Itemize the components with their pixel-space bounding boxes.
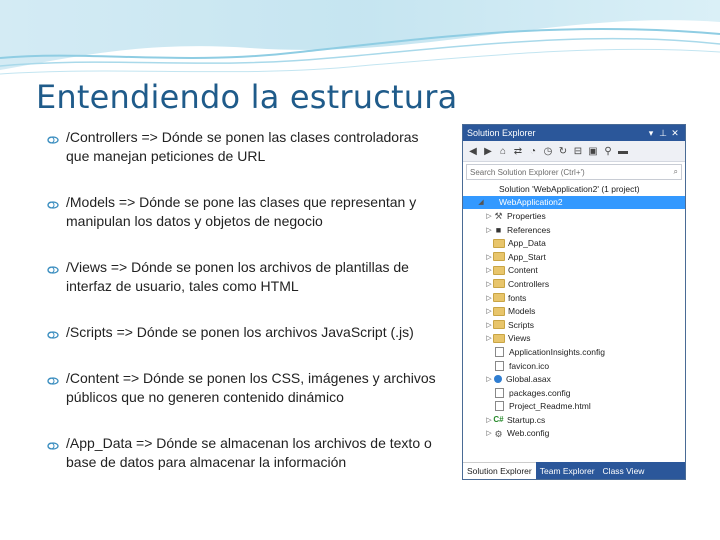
pin-icon[interactable]: ⊥ [659, 127, 667, 138]
explorer-tabs [463, 462, 685, 479]
project-icon [485, 198, 496, 207]
expander-icon[interactable]: ▷ [486, 376, 492, 384]
cs-icon: C# [493, 415, 504, 425]
tree-item[interactable] [463, 427, 685, 441]
expander-icon[interactable]: ▷ [486, 294, 492, 302]
tree-item[interactable] [463, 304, 685, 318]
tree-item-label: Properties [507, 210, 546, 221]
history-icon[interactable]: ◷ [543, 145, 553, 157]
file-icon [495, 361, 504, 371]
preview-icon[interactable]: ▬ [618, 145, 628, 157]
bullet-text: /Views => Dónde se ponen los archivos de plantillas de interfaz de usuario, tales como HTML [66, 259, 409, 294]
tree-item[interactable] [463, 182, 685, 196]
search-placeholder: Search Solution Explorer (Ctrl+') [470, 167, 585, 177]
tree-item[interactable] [463, 372, 685, 386]
bullet-text: /Controllers => Dónde se ponen las clases controladoras que manejan peticiones de URL [66, 129, 419, 164]
tree-item-label: Models [508, 306, 536, 317]
tree-item-label: Views [508, 333, 531, 344]
tree-item[interactable] [463, 318, 685, 332]
tree-item[interactable] [463, 277, 685, 291]
solution-explorer-titlebar [463, 125, 685, 141]
file-icon [495, 347, 504, 357]
tree-item-label: Global.asax [506, 374, 551, 385]
wrench-icon: ⚒ [494, 211, 503, 222]
panel-title: Solution Explorer [467, 128, 536, 138]
tree-item-label: Project_Readme.html [509, 401, 591, 412]
folder-icon [493, 279, 505, 288]
sync-icon[interactable]: ⇄ [513, 145, 523, 157]
bullet-icon [46, 196, 60, 215]
tree-item[interactable] [463, 386, 685, 400]
tree-item[interactable] [463, 250, 685, 264]
bullet-text: /Models => Dónde se pone las clases que representan y manipulan los datos y objetos de negocio [66, 194, 417, 229]
tree-item-label: Scripts [508, 319, 534, 330]
tree-item[interactable] [463, 223, 685, 237]
tab-label: Solution Explorer [467, 466, 532, 476]
tab-strip-filler [648, 462, 685, 479]
collapse-all-icon[interactable]: ⊟ [573, 145, 583, 157]
close-icon[interactable]: ✕ [671, 127, 679, 138]
home-icon[interactable]: ⌂ [499, 145, 507, 157]
tree-item-label: App_Data [508, 238, 546, 249]
bullet-icon [46, 437, 60, 456]
expander-icon[interactable]: ▷ [486, 253, 492, 261]
file-icon [495, 401, 504, 411]
tree-item[interactable] [463, 196, 685, 210]
bullet-item [44, 369, 439, 407]
tree-item-label: Content [508, 265, 538, 276]
bullet-text: /Scripts => Dónde se ponen los archivos JavaScript (.js) [66, 324, 414, 340]
tree-item-label: Controllers [508, 278, 550, 289]
tab-team-explorer[interactable] [536, 462, 599, 479]
expander-icon[interactable]: ▷ [486, 280, 492, 288]
bullet-list [44, 128, 439, 499]
expander-icon[interactable]: ▷ [486, 430, 492, 438]
tree-item-label: Startup.cs [507, 414, 546, 425]
search-icon: ⌕ [673, 167, 678, 176]
folder-icon [493, 334, 505, 343]
folder-icon [493, 293, 505, 302]
bullet-text: /App_Data => Dónde se almacenan los archivos de texto o base de datos para almacenar la información [66, 435, 432, 470]
expander-icon[interactable]: ◢ [478, 199, 484, 207]
expander-icon[interactable]: ▷ [486, 226, 492, 234]
properties-icon[interactable]: ⚲ [604, 145, 612, 157]
tree-item[interactable] [463, 209, 685, 223]
explorer-toolbar [463, 141, 685, 162]
bullet-text: /Content => Dónde se ponen los CSS, imágenes y archivos públicos que no generen contenido dinámico [66, 370, 436, 405]
refs-icon: ■ [495, 225, 502, 236]
file-icon [495, 388, 504, 398]
dropdown-icon[interactable]: ▾ [648, 127, 654, 138]
pending-changes-icon[interactable]: ◔ [529, 145, 537, 157]
decorative-header-waves [0, 0, 720, 80]
expander-icon[interactable]: ▷ [486, 308, 492, 316]
tree-item-label: WebApplication2 [499, 197, 563, 208]
tab-class-view[interactable] [599, 462, 649, 479]
tree-item[interactable] [463, 236, 685, 250]
solution-explorer-panel [462, 124, 686, 480]
bullet-item [44, 193, 439, 231]
folder-icon [493, 307, 505, 316]
tree-item-label: favicon.ico [509, 360, 550, 371]
tab-label: Class View [602, 465, 645, 476]
expander-icon[interactable]: ▷ [486, 321, 492, 329]
tree-item-label: fonts [508, 292, 527, 303]
bullet-icon [46, 261, 60, 280]
tree-item-label: ApplicationInsights.config [509, 346, 605, 357]
tree-item-label: References [507, 224, 551, 235]
tree-item[interactable] [463, 264, 685, 278]
tree-item[interactable] [463, 413, 685, 427]
folder-icon [493, 266, 505, 275]
bullet-item [44, 434, 439, 472]
tree-item-label: packages.config [509, 387, 571, 398]
bullet-icon [46, 326, 60, 345]
tab-label: Team Explorer [539, 465, 595, 476]
bullet-item [44, 258, 439, 296]
forward-icon[interactable]: ▶ [484, 145, 492, 157]
folder-icon [493, 252, 505, 261]
tree-item[interactable] [463, 400, 685, 414]
back-icon[interactable]: ◀ [469, 145, 477, 157]
bullet-icon [46, 372, 60, 391]
tree-item-label: Solution 'WebApplication2' (1 project) [499, 183, 640, 194]
solution-icon [485, 184, 496, 193]
tree-item-label: Web.config [507, 428, 550, 439]
tree-item[interactable] [463, 332, 685, 346]
web-icon [494, 375, 502, 383]
bullet-icon [46, 131, 60, 150]
bullet-item [44, 323, 439, 342]
expander-icon[interactable]: ▷ [486, 267, 492, 275]
expander-icon[interactable]: ▷ [486, 212, 492, 220]
show-all-files-icon[interactable]: ▣ [588, 145, 598, 157]
gear-icon: ⚙ [494, 428, 503, 439]
solution-tree [463, 182, 685, 440]
tab-solution-explorer[interactable] [463, 462, 536, 479]
tree-item[interactable] [463, 291, 685, 305]
expander-icon[interactable]: ▷ [486, 416, 492, 424]
search-box[interactable] [466, 164, 682, 180]
tree-item[interactable] [463, 345, 685, 359]
expander-icon[interactable]: ▷ [486, 335, 492, 343]
refresh-icon[interactable]: ↻ [558, 145, 568, 157]
folder-icon [493, 239, 505, 248]
bullet-item [44, 128, 439, 166]
slide-title: Entendiendo la estructura [36, 78, 458, 116]
tree-item[interactable] [463, 359, 685, 373]
folder-icon [493, 320, 505, 329]
tree-item-label: App_Start [508, 251, 546, 262]
